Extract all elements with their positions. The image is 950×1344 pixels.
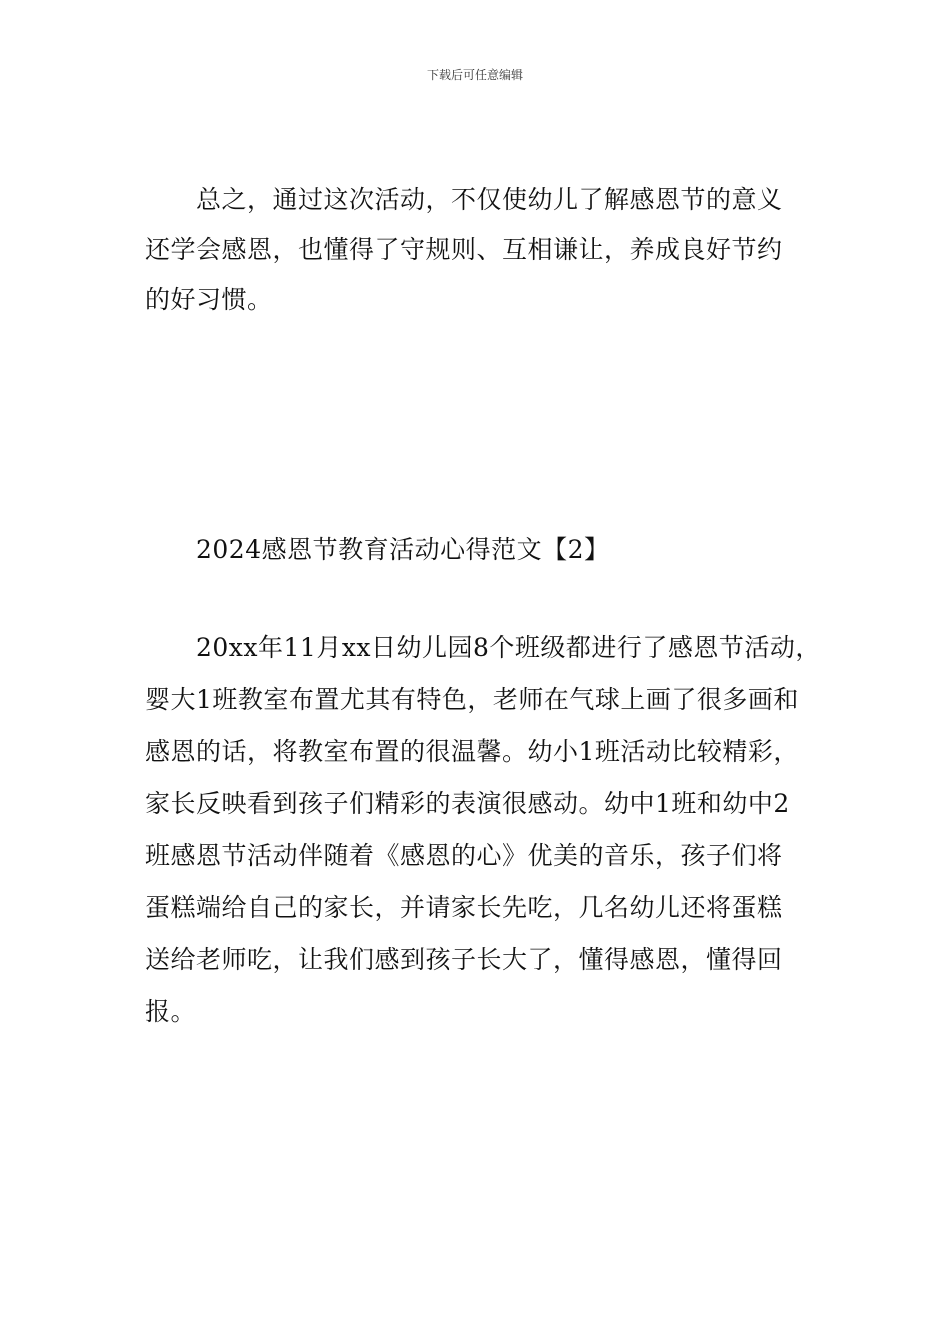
paragraph-line: 总之，通过这次活动，不仅使幼儿了解感恩节的意义 [196,185,783,214]
paragraph-line: 还学会感恩，也懂得了守规则、互相谦让，养成良好节约 [145,235,783,264]
paragraph-line: 婴大1班教室布置尤其有特色，老师在气球上画了很多画和 [145,685,799,714]
paragraph-line: 送给老师吃，让我们感到孩子长大了，懂得感恩，懂得回 [145,945,783,974]
paragraph-line: 的好习惯。 [145,285,273,314]
paragraph-line: 班感恩节活动伴随着《感恩的心》优美的音乐，孩子们将 [145,841,783,870]
paragraph-line: 感恩的话，将教室布置的很温馨。幼小1班活动比较精彩， [145,737,799,766]
section-title: 2024感恩节教育活动心得范文【2】 [196,535,610,564]
paragraph-line: 20xx年11月xx日幼儿园8个班级都进行了感恩节活动， [196,633,821,662]
download-note: 下载后可任意编辑 [426,68,523,82]
paragraph-line: 家长反映看到孩子们精彩的表演很感动。幼中1班和幼中2 [145,789,790,818]
paragraph-line: 蛋糕端给自己的家长，并请家长先吃，几名幼儿还将蛋糕 [145,893,783,922]
paragraph-line: 报。 [145,997,197,1026]
